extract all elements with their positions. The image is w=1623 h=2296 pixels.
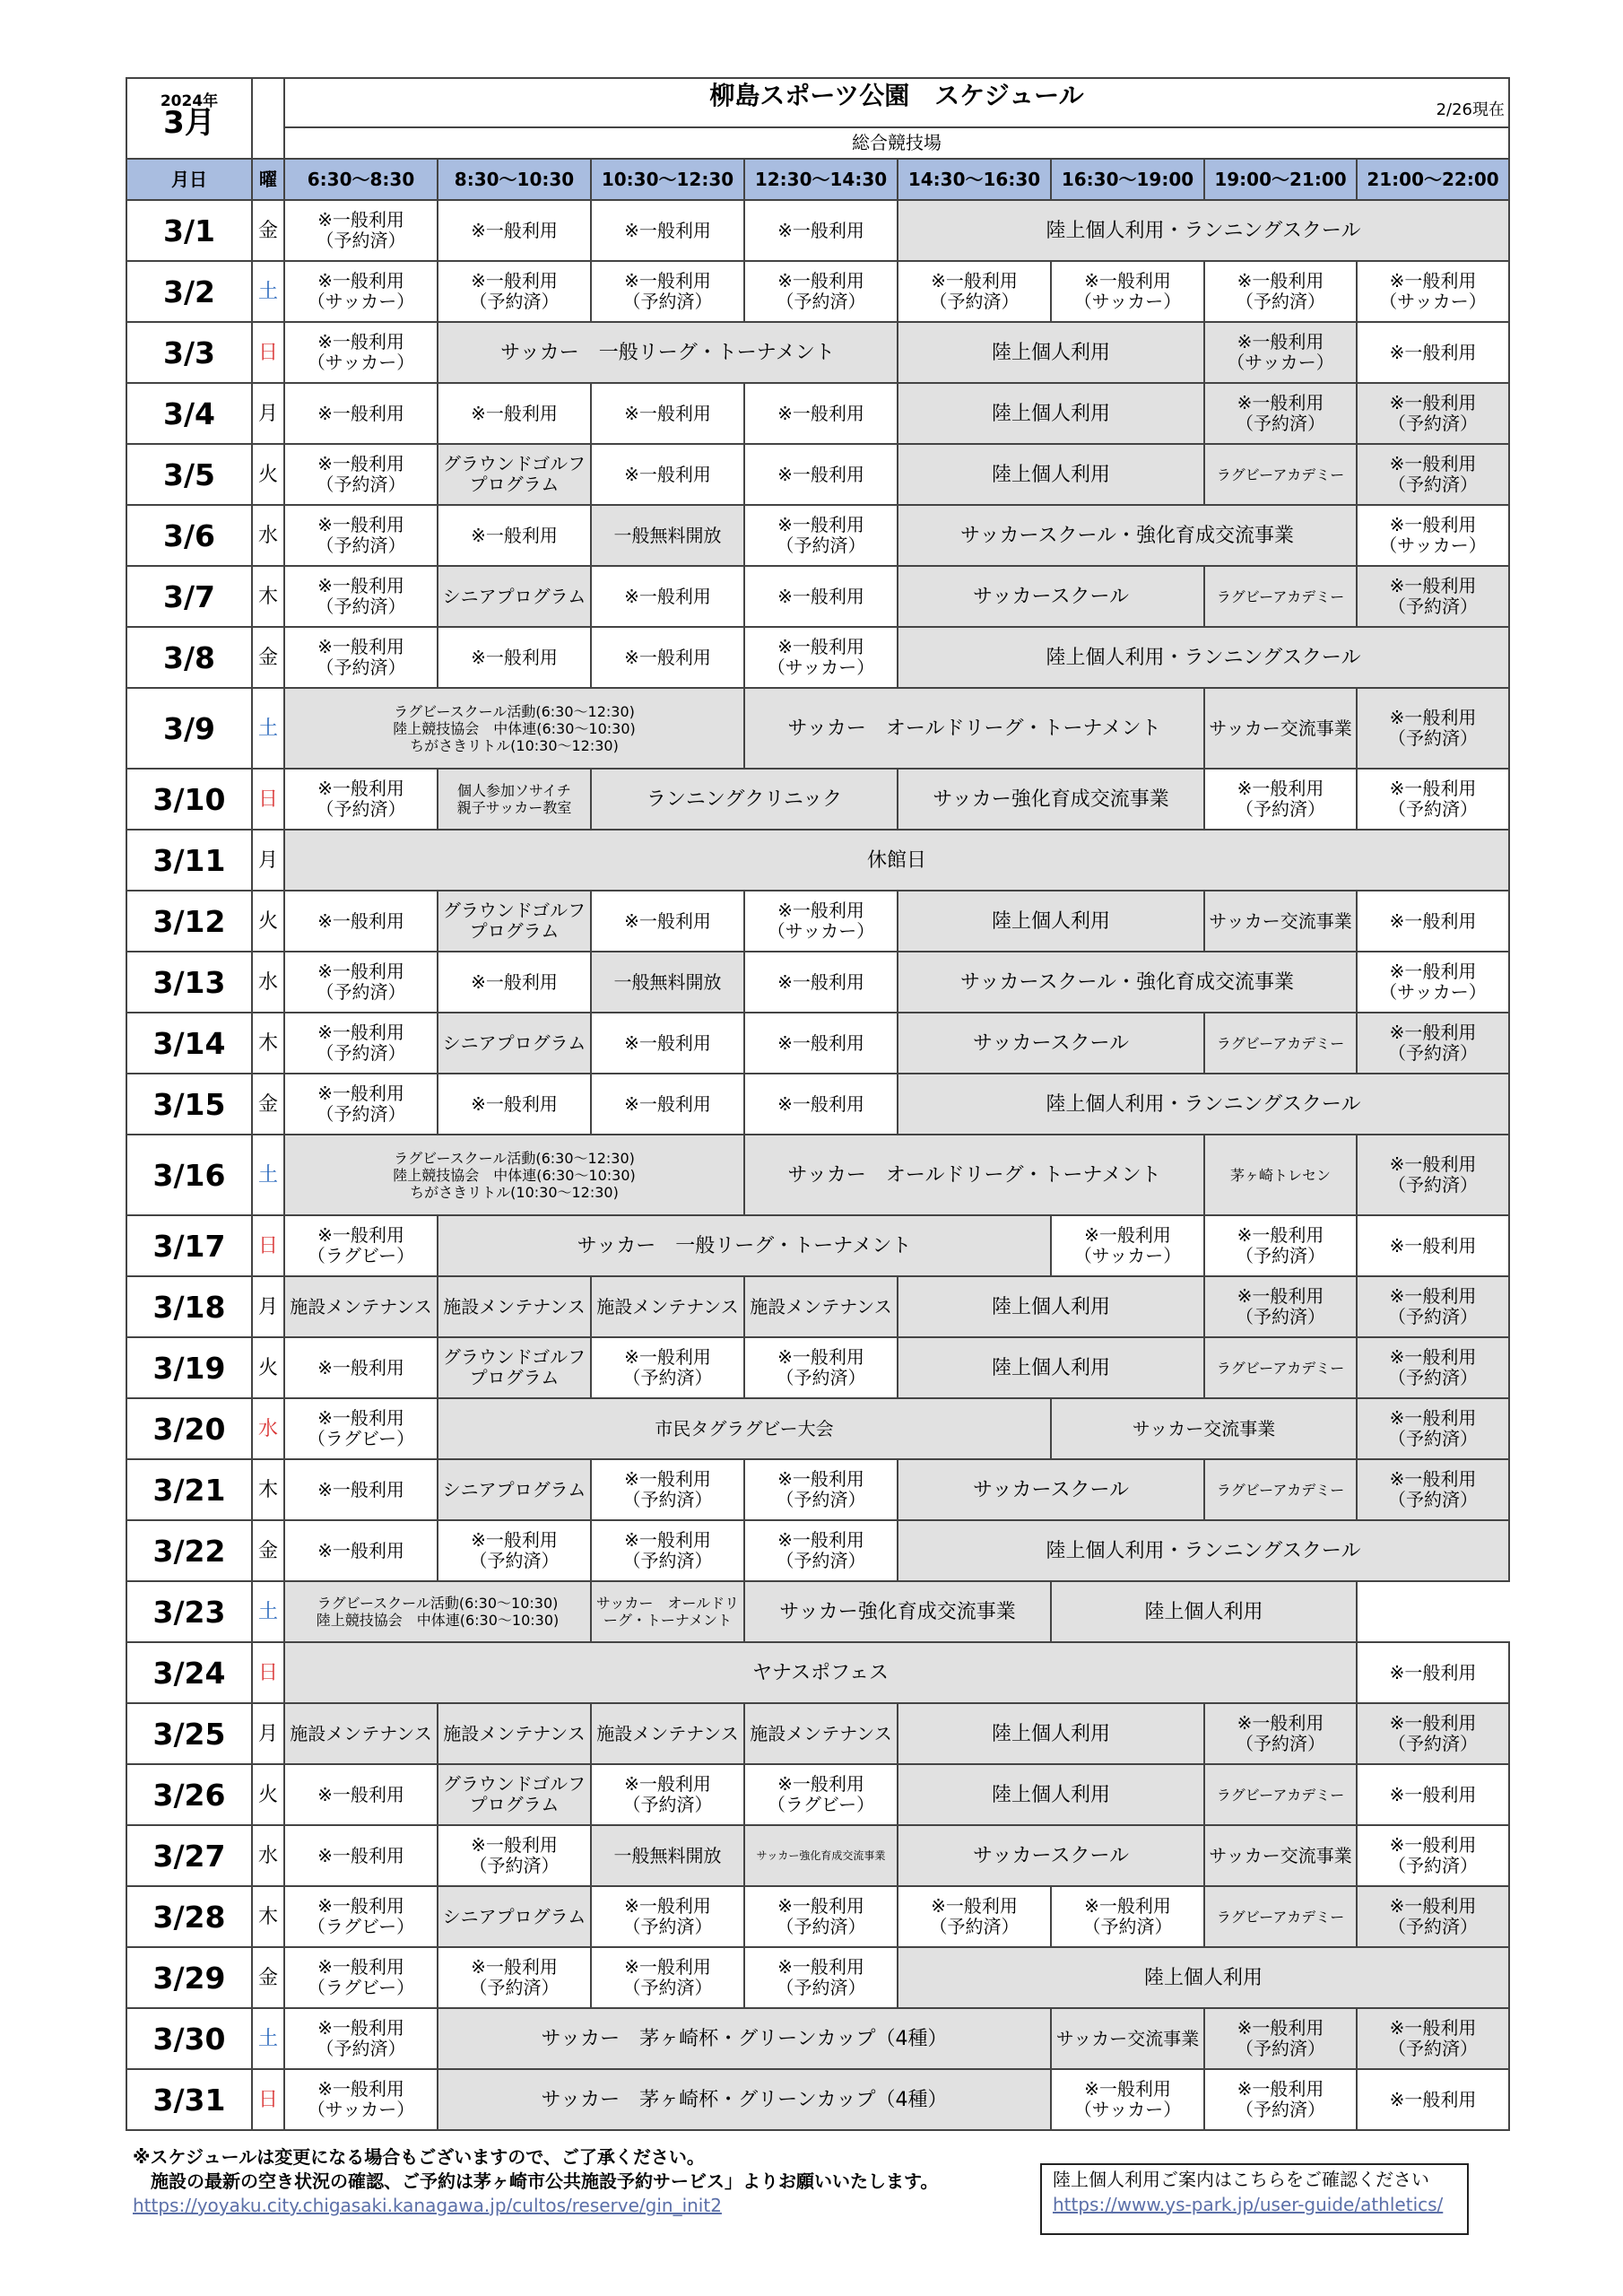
slot-cell: ※一般利用 （予約済） [438,261,591,322]
slot-cell: 陸上個人利用 [898,444,1204,505]
weekday-cell: 月 [252,1276,284,1337]
month-label: 3月 [163,105,215,141]
slot-cell: ※一般利用 （予約済） [1204,769,1357,830]
date-cell: 3/9 [126,688,252,769]
date-cell: 3/16 [126,1135,252,1215]
weekday-cell: 月 [252,1703,284,1764]
weekday-cell: 日 [252,769,284,830]
slot-cell: ※一般利用 （サッカー） [1357,952,1509,1013]
slot-cell: 施設メンテナンス [591,1276,744,1337]
date-cell: 3/30 [126,2008,252,2069]
weekday-cell: 土 [252,2008,284,2069]
slot-cell: サッカー交流事業 [1051,1398,1357,1459]
slot-cell: ラグビーアカデミー [1204,1013,1357,1074]
slot-cell: 陸上個人利用・ランニングスクール [898,1520,1509,1581]
athletics-info-box [1040,2163,1469,2235]
weekday-cell: 水 [252,1398,284,1459]
slot-cell: ※一般利用 （予約済） [284,1074,438,1135]
slot-cell: サッカー交流事業 [1051,2008,1204,2069]
slot-cell: ※一般利用 [744,383,898,444]
schedule-row [126,891,1509,952]
slot-cell: グラウンドゴルフ プログラム [438,1337,591,1398]
col-header-slot: 10:30～12:30 [591,159,744,200]
slot-cell: サッカー強化育成交流事業 [898,769,1204,830]
slot-cell: ※一般利用 （予約済） [1357,1337,1509,1398]
date-cell: 3/15 [126,1074,252,1135]
slot-cell: 施設メンテナンス [744,1703,898,1764]
slot-cell: 施設メンテナンス [284,1703,438,1764]
date-cell: 3/3 [126,322,252,383]
date-cell: 3/26 [126,1764,252,1825]
date-cell: 3/1 [126,200,252,261]
date-cell: 3/29 [126,1947,252,2008]
weekday-cell: 土 [252,1581,284,1642]
schedule-table [126,77,1510,2131]
col-header-date: 月日 [126,159,252,200]
slot-cell: ※一般利用 （予約済） [744,1886,898,1947]
slot-cell: ※一般利用 （予約済） [438,1947,591,2008]
slot-cell: 陸上個人利用 [898,1947,1509,2008]
slot-cell: ※一般利用 （予約済） [1357,566,1509,627]
slot-cell: ※一般利用 （予約済） [1357,444,1509,505]
slot-cell: シニアプログラム [438,1459,591,1520]
date-cell: 3/18 [126,1276,252,1337]
slot-cell: ※一般利用 （予約済） [284,1013,438,1074]
slot-cell: ラグビーアカデミー [1204,1886,1357,1947]
weekday-cell: 水 [252,1825,284,1886]
slot-cell: ※一般利用 （予約済） [591,1520,744,1581]
slot-cell: ※一般利用 [744,952,898,1013]
weekday-cell: 木 [252,1013,284,1074]
slot-cell: サッカースクール [898,1013,1204,1074]
schedule-row [126,1764,1509,1825]
slot-cell: 一般無料開放 [591,505,744,566]
slot-cell: 施設メンテナンス [744,1276,898,1337]
slot-cell: ※一般利用 （予約済） [1357,1886,1509,1947]
schedule-row [126,1825,1509,1886]
schedule-row [126,322,1509,383]
slot-cell: ※一般利用 （予約済） [744,505,898,566]
slot-cell: ※一般利用 （サッカー） [1357,261,1509,322]
slot-cell: ※一般利用 （サッカー） [1204,322,1357,383]
col-header-slot: 19:00～21:00 [1204,159,1357,200]
slot-cell: ※一般利用 （予約済） [1357,383,1509,444]
slot-cell: ラグビースクール活動(6:30～10:30) 陸上競技協会 中体連(6:30～10:30) [284,1581,591,1642]
slot-cell: 施設メンテナンス [438,1276,591,1337]
weekday-cell: 火 [252,891,284,952]
slot-cell: 陸上個人利用 [898,891,1204,952]
slot-cell: ※一般利用 （予約済） [1204,2069,1357,2130]
col-header-slot: 8:30～10:30 [438,159,591,200]
slot-cell: ※一般利用 （サッカー） [284,2069,438,2130]
schedule-row [126,1074,1509,1135]
footer-notes [133,2145,1029,2218]
weekday-cell: 水 [252,505,284,566]
slot-cell: サッカー 茅ヶ崎杯・グリーンカップ（4種） [438,2069,1051,2130]
slot-cell: サッカー交流事業 [1204,1825,1357,1886]
slot-cell: サッカー交流事業 [1204,688,1357,769]
slot-cell: グラウンドゴルフ プログラム [438,1764,591,1825]
date-cell: 3/13 [126,952,252,1013]
slot-cell: サッカースクール [898,566,1204,627]
slot-cell: ※一般利用 （サッカー） [744,891,898,952]
date-cell: 3/17 [126,1215,252,1276]
slot-cell: ※一般利用 [591,444,744,505]
schedule-row [126,1398,1509,1459]
date-cell: 3/4 [126,383,252,444]
slot-cell: ※一般利用 （予約済） [1357,769,1509,830]
title-cell [284,78,1509,127]
slot-cell: ※一般利用 （予約済） [284,952,438,1013]
slot-cell: ※一般利用 （予約済） [591,1947,744,2008]
slot-cell: ※一般利用 （ラグビー） [284,1947,438,2008]
schedule-row [126,2008,1509,2069]
slot-cell: ※一般利用 （予約済） [744,1520,898,1581]
slot-cell: 陸上個人利用 [1051,1581,1357,1642]
schedule-row [126,688,1509,769]
slot-cell: サッカー オールドリーグ・トーナメント [744,1135,1204,1215]
slot-cell: ※一般利用 （予約済） [284,444,438,505]
slot-cell: シニアプログラム [438,1886,591,1947]
date-cell: 3/11 [126,830,252,891]
slot-cell: ※一般利用 （予約済） [1051,1886,1204,1947]
date-cell: 3/24 [126,1642,252,1703]
slot-cell: 茅ヶ崎トレセン [1204,1135,1357,1215]
slot-cell: ラグビーアカデミー [1204,566,1357,627]
slot-cell: ※一般利用 （予約済） [1204,1276,1357,1337]
col-header-slot: 16:30～19:00 [1051,159,1204,200]
info-box-text: 陸上個人利用ご案内はこちらをご確認ください [1053,2169,1429,2190]
weekday-cell: 水 [252,952,284,1013]
weekday-cell: 月 [252,383,284,444]
date-cell: 3/7 [126,566,252,627]
schedule-row [126,261,1509,322]
footer-note: 施設の最新の空き状況の確認、ご予約は茅ヶ崎市公共施設予約サービス」よりお願いいたします。 [133,2170,939,2192]
slot-cell: 陸上個人利用 [898,1276,1204,1337]
col-header-slot: 21:00～22:00 [1357,159,1509,200]
weekday-cell: 木 [252,1459,284,1520]
slot-cell: グラウンドゴルフ プログラム [438,891,591,952]
slot-cell: ※一般利用 （サッカー） [1051,261,1204,322]
schedule-row [126,1459,1509,1520]
slot-cell: サッカー交流事業 [1204,891,1357,952]
slot-cell: ランニングクリニック [591,769,898,830]
slot-cell: ※一般利用 [284,1337,438,1398]
date-cell: 3/5 [126,444,252,505]
schedule-row [126,830,1509,891]
year-label: 2024年 [160,92,219,110]
slot-cell: 個人参加ソサイチ 親子サッカー教室 [438,769,591,830]
slot-cell: 陸上個人利用 [898,1703,1204,1764]
slot-cell: ※一般利用 （予約済） [591,1459,744,1520]
weekday-cell: 火 [252,1764,284,1825]
date-cell: 3/23 [126,1581,252,1642]
slot-cell: ラグビースクール活動(6:30～12:30) 陸上競技協会 中体連(6:30～10:30) ちがさきリトル(10:30～12:30) [284,1135,744,1215]
slot-cell: 施設メンテナンス [284,1276,438,1337]
slot-cell: ※一般利用 （予約済） [284,200,438,261]
slot-cell: ※一般利用 [591,1074,744,1135]
slot-cell: ラグビースクール活動(6:30～12:30) 陸上競技協会 中体連(6:30～10:30) ちがさきリトル(10:30～12:30) [284,688,744,769]
slot-cell: ※一般利用 [284,1764,438,1825]
slot-cell: ※一般利用 （サッカー） [744,627,898,688]
date-cell: 3/14 [126,1013,252,1074]
year-month-cell [126,78,252,159]
slot-cell: ※一般利用 [1357,1764,1509,1825]
weekday-cell: 木 [252,566,284,627]
slot-cell: ※一般利用 （予約済） [744,1337,898,1398]
weekday-cell: 金 [252,1520,284,1581]
schedule-row [126,383,1509,444]
slot-cell: ※一般利用 [591,1013,744,1074]
slot-cell: サッカー 一般リーグ・トーナメント [438,1215,1051,1276]
slot-cell: ※一般利用 （予約済） [284,769,438,830]
schedule-row [126,1276,1509,1337]
weekday-cell: 土 [252,688,284,769]
slot-cell: ラグビーアカデミー [1204,444,1357,505]
schedule-row [126,1135,1509,1215]
weekday-cell: 金 [252,200,284,261]
slot-cell: ※一般利用 （予約済） [1204,2008,1357,2069]
slot-cell: ※一般利用 （予約済） [438,1520,591,1581]
slot-cell: ※一般利用 [744,1013,898,1074]
date-cell: 3/2 [126,261,252,322]
slot-cell: サッカー オールドリーグ・トーナメント [744,688,1204,769]
date-cell: 3/22 [126,1520,252,1581]
slot-cell: ※一般利用 （予約済） [591,1337,744,1398]
slot-cell: ※一般利用 （予約済） [744,261,898,322]
slot-cell: ※一般利用 [744,1074,898,1135]
slot-cell: ※一般利用 （予約済） [1204,1703,1357,1764]
slot-cell: ※一般利用 （予約済） [284,627,438,688]
slot-cell: ※一般利用 （予約済） [1357,1459,1509,1520]
slot-cell: ※一般利用 （ラグビー） [284,1886,438,1947]
weekday-cell: 木 [252,1886,284,1947]
date-cell: 3/25 [126,1703,252,1764]
col-header-slot: 12:30～14:30 [744,159,898,200]
slot-cell: グラウンドゴルフ プログラム [438,444,591,505]
weekday-cell: 金 [252,1074,284,1135]
slot-cell: ※一般利用 [1357,1642,1509,1703]
slot-cell: ※一般利用 [591,627,744,688]
date-cell: 3/19 [126,1337,252,1398]
weekday-cell: 土 [252,1135,284,1215]
schedule-row [126,444,1509,505]
slot-cell: サッカースクール [898,1459,1204,1520]
slot-cell: ※一般利用 （予約済） [438,1825,591,1886]
slot-cell: 陸上個人利用 [898,1337,1204,1398]
slot-cell: 陸上個人利用 [898,383,1204,444]
slot-cell: 休館日 [284,830,1509,891]
weekday-cell: 月 [252,830,284,891]
date-cell: 3/6 [126,505,252,566]
slot-cell: ※一般利用 （予約済） [744,1947,898,2008]
col-header-slot: 14:30～16:30 [898,159,1051,200]
slot-cell: 陸上個人利用 [898,322,1204,383]
weekday-cell: 日 [252,1642,284,1703]
slot-cell: ※一般利用 [1357,322,1509,383]
slot-cell: ※一般利用 （サッカー） [1051,2069,1204,2130]
slot-cell: ※一般利用 [744,566,898,627]
schedule-row [126,1581,1509,1642]
schedule-row [126,952,1509,1013]
slot-cell: ※一般利用 （予約済） [1357,1276,1509,1337]
slot-cell: ※一般利用 （予約済） [1357,1825,1509,1886]
venue-name: 総合競技場 [284,127,1509,159]
slot-cell: シニアプログラム [438,1013,591,1074]
slot-cell: ※一般利用 （サッカー） [1051,1215,1204,1276]
weekday-cell: 火 [252,444,284,505]
page-title: 柳島スポーツ公園 スケジュール [709,80,1084,110]
slot-cell: シニアプログラム [438,566,591,627]
slot-cell: ※一般利用 [284,891,438,952]
slot-cell: ※一般利用 （予約済） [1357,1398,1509,1459]
schedule-row [126,200,1509,261]
date-cell: 3/20 [126,1398,252,1459]
slot-cell: ※一般利用 [438,1074,591,1135]
footer-note: ※スケジュールは変更になる場合もございますので、ご了承ください。 [133,2146,705,2168]
slot-cell: ※一般利用 （予約済） [1204,261,1357,322]
slot-cell: ※一般利用 （サッカー） [284,322,438,383]
slot-cell: ※一般利用 （ラグビー） [744,1764,898,1825]
weekday-cell: 日 [252,322,284,383]
blank-cell [252,78,284,159]
slot-cell: サッカースクール・強化育成交流事業 [898,505,1357,566]
slot-cell: ※一般利用 （ラグビー） [284,1398,438,1459]
slot-cell: ※一般利用 [591,566,744,627]
slot-cell: ラグビーアカデミー [1204,1337,1357,1398]
slot-cell: ※一般利用 [591,891,744,952]
schedule-row [126,1013,1509,1074]
weekday-cell: 金 [252,1947,284,2008]
schedule-row [126,566,1509,627]
slot-cell: サッカー 茅ヶ崎杯・グリーンカップ（4種） [438,2008,1051,2069]
date-cell: 3/10 [126,769,252,830]
slot-cell: ※一般利用 [438,200,591,261]
slot-cell: サッカースクール [898,1825,1204,1886]
schedule-row [126,1520,1509,1581]
slot-cell: ※一般利用 （サッカー） [1357,505,1509,566]
slot-cell: 施設メンテナンス [438,1703,591,1764]
date-cell: 3/12 [126,891,252,952]
slot-cell: 施設メンテナンス [591,1703,744,1764]
slot-cell: ※一般利用 [744,444,898,505]
schedule-row [126,1947,1509,2008]
slot-cell: サッカー強化育成交流事業 [744,1581,1051,1642]
slot-cell: サッカースクール・強化育成交流事業 [898,952,1357,1013]
date-cell: 3/28 [126,1886,252,1947]
slot-cell: ※一般利用 [284,1520,438,1581]
schedule-sheet [126,77,1508,2131]
slot-cell: ※一般利用 （予約済） [591,1886,744,1947]
weekday-cell: 金 [252,627,284,688]
date-cell: 3/8 [126,627,252,688]
schedule-row [126,627,1509,688]
slot-cell: 一般無料開放 [591,952,744,1013]
schedule-row [126,1215,1509,1276]
schedule-row [126,505,1509,566]
slot-cell: ※一般利用 （予約済） [1357,688,1509,769]
slot-cell: ※一般利用 （予約済） [1357,2008,1509,2069]
slot-cell: ※一般利用 [591,383,744,444]
schedule-row [126,2069,1509,2130]
schedule-row [126,1337,1509,1398]
slot-cell: ※一般利用 [591,200,744,261]
date-cell: 3/31 [126,2069,252,2130]
slot-cell: ※一般利用 （予約済） [1357,1135,1509,1215]
slot-cell: 市民タグラグビー大会 [438,1398,1051,1459]
as-of-date: 2/26現在 [1436,100,1505,119]
slot-cell: ※一般利用 [744,200,898,261]
schedule-row [126,1703,1509,1764]
slot-cell: ※一般利用 [1357,891,1509,952]
slot-cell: サッカー オールドリーグ・トーナメント [591,1581,744,1642]
slot-cell: ※一般利用 （予約済） [1204,383,1357,444]
date-cell: 3/21 [126,1459,252,1520]
slot-cell: ※一般利用 （ラグビー） [284,1215,438,1276]
schedule-row [126,769,1509,830]
slot-cell: ※一般利用 [284,1459,438,1520]
slot-cell: ※一般利用 （予約済） [591,261,744,322]
slot-cell: ※一般利用 （サッカー） [284,261,438,322]
date-cell: 3/27 [126,1825,252,1886]
slot-cell: ※一般利用 [438,952,591,1013]
slot-cell: ※一般利用 （予約済） [898,261,1051,322]
slot-cell: ※一般利用 （予約済） [284,566,438,627]
reservation-link[interactable]: https://yoyaku.city.chigasaki.kanagawa.jp/cultos/reserve/gin_init2 [133,2195,722,2216]
schedule-row [126,1642,1509,1703]
slot-cell: ラグビーアカデミー [1204,1764,1357,1825]
slot-cell: ※一般利用 （予約済） [284,2008,438,2069]
slot-cell: ※一般利用 （予約済） [744,1459,898,1520]
slot-cell: ※一般利用 [284,1825,438,1886]
slot-cell: 陸上個人利用・ランニングスクール [898,200,1509,261]
slot-cell: ※一般利用 [284,383,438,444]
slot-cell: 一般無料開放 [591,1825,744,1886]
weekday-cell: 日 [252,1215,284,1276]
slot-cell: ※一般利用 [1357,2069,1509,2130]
slot-cell: 陸上個人利用・ランニングスクール [898,627,1509,688]
slot-cell: ※一般利用 （予約済） [1357,1013,1509,1074]
slot-cell: ※一般利用 （予約済） [1357,1703,1509,1764]
schedule-row [126,1886,1509,1947]
slot-cell: ヤナスポフェス [284,1642,1357,1703]
weekday-cell: 日 [252,2069,284,2130]
slot-cell: ※一般利用 [1357,1215,1509,1276]
slot-cell: ラグビーアカデミー [1204,1459,1357,1520]
weekday-cell: 土 [252,261,284,322]
athletics-guide-link[interactable]: https://www.ys-park.jp/user-guide/athletics/ [1053,2194,1444,2215]
slot-cell: ※一般利用 [438,627,591,688]
col-header-day: 曜 [252,159,284,200]
col-header-slot: 6:30～8:30 [284,159,438,200]
slot-cell: ※一般利用 （予約済） [898,1886,1051,1947]
slot-cell: ※一般利用 （予約済） [591,1764,744,1825]
slot-cell: ※一般利用 [438,383,591,444]
slot-cell: ※一般利用 [438,505,591,566]
slot-cell: 陸上個人利用・ランニングスクール [898,1074,1509,1135]
slot-cell: サッカー 一般リーグ・トーナメント [438,322,898,383]
slot-cell: 陸上個人利用 [898,1764,1204,1825]
slot-cell: サッカー強化育成交流事業 [744,1825,898,1886]
slot-cell: ※一般利用 （予約済） [284,505,438,566]
weekday-cell: 火 [252,1337,284,1398]
slot-cell: ※一般利用 （予約済） [1204,1215,1357,1276]
